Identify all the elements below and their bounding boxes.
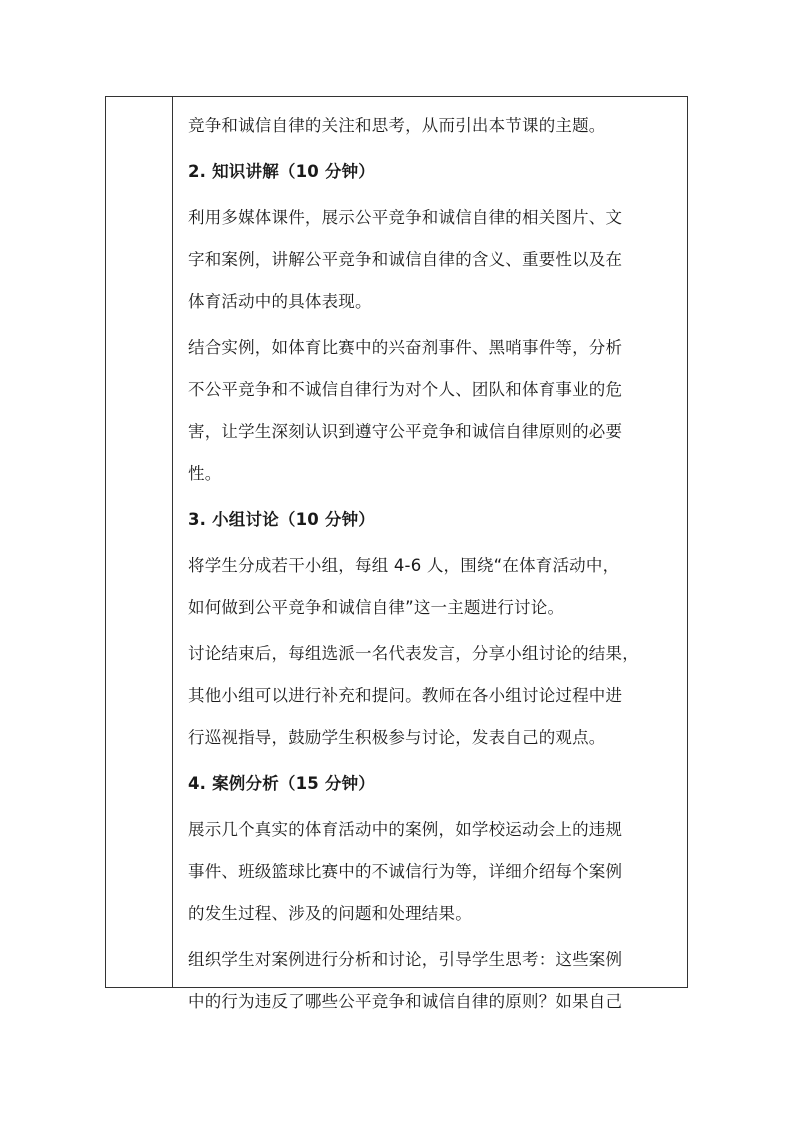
section-heading-knowledge: 2. 知识讲解（10 分钟） xyxy=(188,162,375,181)
paragraph-line: 不公平竞争和不诚信自律行为对个人、团队和体育事业的危 xyxy=(188,380,623,399)
paragraph-line: 性。 xyxy=(188,464,222,483)
paragraph-line: 组织学生对案例进行分析和讨论，引导学生思考：这些案例 xyxy=(188,950,623,969)
paragraph-line: 展示几个真实的体育活动中的案例，如学校运动会上的违规 xyxy=(188,820,623,839)
paragraph-line: 将学生分成若干小组，每组 4-6 人，围绕“在体育活动中， xyxy=(188,556,620,575)
paragraph-line: 利用多媒体课件，展示公平竞争和诚信自律的相关图片、文 xyxy=(188,208,623,227)
paragraph-line: 字和案例，讲解公平竞争和诚信自律的含义、重要性以及在 xyxy=(188,250,623,269)
section-heading-group-discussion: 3. 小组讨论（10 分钟） xyxy=(188,510,375,529)
paragraph-line: 其他小组可以进行补充和提问。教师在各小组讨论过程中进 xyxy=(188,686,623,705)
table-label-cell xyxy=(106,97,173,987)
paragraph-line: 结合实例，如体育比赛中的兴奋剂事件、黑哨事件等，分析 xyxy=(188,338,623,357)
section-heading-case-analysis: 4. 案例分析（15 分钟） xyxy=(188,774,375,793)
lesson-plan-table xyxy=(105,96,688,1011)
paragraph-line: 讨论结束后，每组选派一名代表发言，分享小组讨论的结果， xyxy=(188,644,639,663)
paragraph-line: 行巡视指导，鼓励学生积极参与讨论，发表自己的观点。 xyxy=(188,728,606,747)
paragraph-line: 事件、班级篮球比赛中的不诚信行为等，详细介绍每个案例 xyxy=(188,862,623,881)
paragraph-line: 害，让学生深刻认识到遵守公平竞争和诚信自律原则的必要 xyxy=(188,422,623,441)
paragraph-line: 的发生过程、涉及的问题和处理结果。 xyxy=(188,904,472,923)
paragraph-line: 中的行为违反了哪些公平竞争和诚信自律的原则？如果自己 xyxy=(188,992,623,1011)
table-content-cell xyxy=(188,105,680,1023)
paragraph-line: 体育活动中的具体表现。 xyxy=(188,292,372,311)
paragraph-line: 如何做到公平竞争和诚信自律”这一主题进行讨论。 xyxy=(188,598,565,617)
paragraph-line: 竞争和诚信自律的关注和思考，从而引出本节课的主题。 xyxy=(188,116,606,135)
